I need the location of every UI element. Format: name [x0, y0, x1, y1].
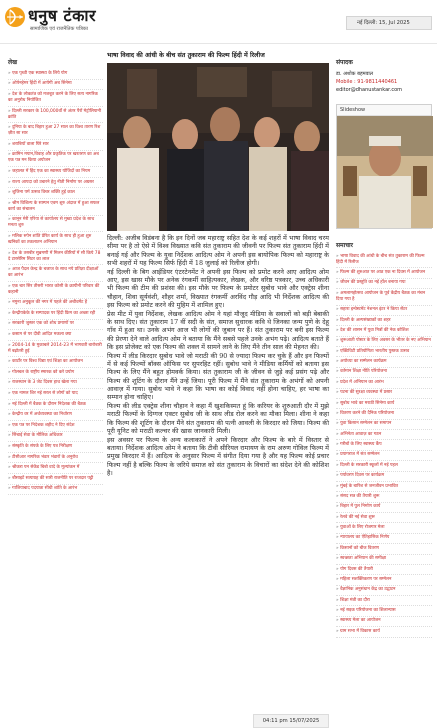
article-link[interactable]: » संस्कृति के संपर्क के लिए पत्र निरीक्षण — [8, 442, 103, 453]
article-link[interactable]: » कानून मेरी एरिया से कार्यालय से मुख्य प्रदेश के साथ मनता शुरु — [8, 216, 103, 233]
news-link[interactable]: » पर्यावरण दिवस पर कार्यक्रम — [336, 472, 432, 482]
article-photo — [107, 63, 329, 231]
news-link[interactable]: » वैज्ञानिक अनुसंधान केंद्र का उद्घाटन — [336, 586, 432, 596]
news-link[interactable]: » पटना की सुरक्षा व्यवस्था में प्रसार — [336, 389, 432, 399]
news-link[interactable]: » सुबोध भावे का मराठी सिनेमा कार्य — [336, 399, 432, 409]
article-body — [107, 234, 329, 477]
slideshow-label: Slideshow — [337, 105, 431, 116]
news-link[interactable]: » प्रयागराज में संत सम्मेलन — [336, 451, 432, 461]
article-link[interactable]: » राज्य आपदा को उबारने हेतु नीती निर्माण पर अग्रसर — [8, 178, 103, 189]
article-link[interactable]: » राजस्थान के 3 जेट दिवस हाथ खेला गया — [8, 379, 103, 390]
article-link[interactable]: » एक पृथ्वी एक स्वास्थ्य के लिये योग — [8, 69, 103, 80]
article-paragraph: फिल्म की लीड एक्ट्रेस शीना चौहान ने कहा मैं खुशकिस्मत हूं कि करियर के शुरुआती दौर में मुझे मराठी फिल्मों के दिग्गज एक्टर सुबोध जी के साथ लीड रोल करने का मौका मिला। शीना ने कहा कि फिल्म की शूटिंग के दौरान मैंने संत तुकाराम की पत्नी आवली के किरदार को जिया। फिल्म की पूरी यूनिट को मराठी कल्चर की खास जानकारी मिली। — [107, 401, 329, 435]
news-list — [336, 252, 432, 638]
article-link[interactable]: » एक चार सिर तीसरी भारत कोसी के क्रायीनी परिवार की कहानी — [8, 282, 103, 299]
article-link[interactable]: » दिल्ली सरकार के 100,000वाँ से अंतर पैरों मेट्रोलियानी क्रांति — [8, 107, 103, 124]
article-title: भाषा विवाद की आंधी के बीच संत तुकाराम की फिल्म हिंदी में रिलीज — [107, 52, 265, 59]
article-link[interactable]: » कार्टोर पर विश्व विद्या एवं शिक्षा का आयोजन — [8, 357, 103, 368]
news-link[interactable]: » वर्तमान शिक्षा नीति परियोजना — [336, 368, 432, 378]
news-link[interactable]: » शिक्षा मंत्री का दौरा — [336, 596, 432, 606]
article-link[interactable]: » ओपेनहेमर हिंदी में आयेगी अब सिनेमा — [8, 80, 103, 91]
article-link[interactable]: » बौसाइटें सत्याग्रह की सारी राजनीति पर राजदार पट्टी — [8, 474, 103, 485]
editor-email[interactable]: editor@dhanustankar.com — [336, 87, 402, 93]
article-paragraph: फिल्म में लीड किरदार सुबोध भावे जो मराठी की 90 से ज्यादा फिल्म कर चुके हैं और इन फिल्मों में से कई फिल्मों बॉक्स ऑफिस पर सुपरहिट रहीं। सुबोध भावे ने मीडिया कर्मियों को बताया इस फिल्म के लिए मैंने बहुत होमवर्क किया। संत तुकाराम जी के जीवन से जुड़े कई प्रसंग पढ़े और फिल्म की शूटिंग के दौरान मैंने उन्हें जिया। पूरी फिल्म में मैंने संत तुकाराम के अभंगों को अपनी आवाज़ में गाया। सुबोध भावे ने कहा कि भाषा का कोई विवाद नहीं होना चाहिए, हर भाषा का सम्मान होना चाहिए। — [107, 351, 329, 402]
news-link[interactable]: » भाषा विवाद की आंधी के बीच संत तुकाराम की फिल्म हिंदी में रिलीज — [336, 252, 432, 268]
news-link[interactable]: » सहारा इन्वेस्टमेंट नेशनल इंटर ने किया सेंटर — [336, 306, 432, 316]
article-link[interactable]: » क्रामिन मयान,विवाह और प्रकृतिक पर खरतरण का अब एक पत्र मन किया अयोजन — [8, 151, 103, 168]
press-event-photo — [107, 63, 329, 231]
article-link[interactable]: » दुनिया के बाद बिहार हुआ 27 साल का विश्व तारण रिश ज़ीत सा सार — [8, 123, 103, 140]
article-link[interactable]: » गोलबल के राष्ट्रीय स्मारक को करे प्रयोग — [8, 368, 103, 379]
article-link[interactable]: » सरकारी जुस्तर एक को शोध प्रमाणों पर — [8, 320, 103, 331]
news-link[interactable]: » प्रदेश में अभियान का आरंभ — [336, 378, 432, 388]
article-link[interactable]: » कस्टम से पर दीवी आदित मकला क्या — [8, 330, 103, 341]
article-link[interactable]: » जहालत में हिंद एक का स्वास्थ्य योजिदों का नियम — [8, 167, 103, 178]
logo-title: धनुष टंकार — [28, 6, 97, 25]
news-link[interactable]: » अमलामहोत्सव आयोजन के पूर्व केंद्रीय बैठक का मंचन दिया गया है — [336, 289, 432, 305]
logo-tagline: सामाजिक एवं राजनैतिक पत्रिका — [30, 26, 88, 32]
news-link[interactable]: » वितरण करने की दैनिक परियोजना — [336, 409, 432, 419]
news-link[interactable]: » महिला सशक्तिकरण पर सम्मेलन — [336, 575, 432, 585]
editor-mobile: Mobile : 91-9811440461 — [336, 79, 398, 85]
news-link[interactable]: » देश की शासन में युवा मित्रों की नेक कोशिश — [336, 326, 432, 336]
news-link[interactable]: » अयोध्या का सम्मेलन कार्यक्रम — [336, 357, 432, 367]
news-link[interactable]: » मुंबई के बारिश से जनजीवन प्रभावित — [336, 482, 432, 492]
news-link[interactable]: » न्यायालय का ऐतिहासिक निर्णय — [336, 534, 432, 544]
article-link[interactable]: » श्रीम विशिल्प के साम्पन एवम शुरु अंदाज में हुआ सफल कार्य का संचालन — [8, 199, 103, 216]
news-link[interactable]: » बिहार में पुल निर्माण कार्य — [336, 503, 432, 513]
article-link[interactable]: » एक पत्र पर निदेशक शहीद ने दिए संदेश — [8, 421, 103, 432]
article-link[interactable]: » मलिक रुपेन शांति प्रेरित कार्य के साथ ही हुआ शुरु खनिकों का तकलातन अभियान — [8, 232, 103, 249]
articles-heading: लेख — [8, 59, 17, 66]
bow-arrow-logo-icon — [4, 6, 26, 28]
news-link[interactable]: » अभिनेता आवाज़ का गठन — [336, 430, 432, 440]
news-link[interactable]: » दिल्ली के अल्पसंख्यकों का शहर — [336, 316, 432, 326]
news-link[interactable]: » किसानों को बीज वितरण — [336, 544, 432, 554]
slideshow-widget[interactable] — [336, 104, 432, 229]
news-link[interactable]: » शुरूआती पोस्टर के लिए अवसर के भीतर के नए अभियान — [336, 337, 432, 347]
news-link[interactable]: » फिल्म की शुरुआत पर आठ एक ना दिवस में आयोजन — [336, 268, 432, 278]
news-link[interactable]: » संसद सत्र की तैयारी शुरू — [336, 492, 432, 502]
article-paragraph: इस अवसर पर फिल्म के अन्य कलाकारों ने अपने किरदार और फिल्म के बारे में विस्तार से बताया। निर्देशक आदित्य ओम ने बताया कि टीवी सीरियल रामायण के राम अरुण गोविल फिल्म में प्रमुख किरदार में हैं। आदित्य के अनुसार फिल्म में संगीत दिया गया है और यह फिल्म कोई प्रचार फिल्म नहीं है बल्कि फिल्म के जरिये समाज को संत तुकाराम के विचारों का संदेश देने की कोशिश है। — [107, 435, 329, 477]
news-link[interactable]: » ग्राम सभा में विकास कार्य — [336, 627, 432, 637]
article-link[interactable]: » शुजिना पर्म उत्सव विचर शक्ति हुई काल — [8, 188, 103, 199]
news-link[interactable]: » स्वास्थ्य मेला का आयोजन — [336, 617, 432, 627]
right-sidebar — [336, 58, 432, 720]
posted-timestamp: 04:11 pm 15/07/2025 — [253, 714, 329, 728]
articles-list — [8, 69, 103, 495]
news-link[interactable]: » योग दिवस की तैयारी — [336, 565, 432, 575]
article-link[interactable]: » सिंचाई सेवा के मौलिक अधिकार — [8, 432, 103, 443]
article-link[interactable]: » देश के तसबीर सुब्रमणी में मिलन कीरियों में सौ किये 78 दे टारसेरिम सिटर का लाल — [8, 249, 103, 266]
site-logo[interactable] — [4, 4, 134, 38]
article-paragraph: दिल्ली: अजीब विडंबना है कि इन दिनों जब महाराष्ट्र सहित देश के कई शहरों में भाषा विवाद चरम सीमा पर है तो ऐसे में विश्व विख्यात कवि संत तुकाराम की जीवनी पर फिल्म संत तुकाराम हिंदी में बनाई गई और फिल्म के युवा निर्देशक आदित्य ओम ने अपनी इस बायोपिक फिल्म को महाराष्ट्र के सभी शहरों में यह फिल्म सिर्फ हिंदी में 18 जुलाई को रिलीज होगी। — [107, 234, 329, 267]
article-link[interactable]: » केन्द्रीय वर में अर्थव्यवस्था का निर्धारण — [8, 410, 103, 421]
slideshow-image[interactable] — [337, 116, 431, 228]
article-link[interactable]: » 2004-14 के मुकाबले 2014-23 में भागवती बारोबारी में बढ़ोतरी हुई — [8, 341, 103, 358]
article-link[interactable]: » शराबियों वाला घिरे सार — [8, 140, 103, 151]
article-paragraph: प्रेस मीट में युवा निर्देशक, लेखक आदित्य ओम ने यहां मौजूद मीडिया के सवालों को बड़ी बेबाकी के साथ दिए। संत तुकाराम 17 वीं सदी के संत, समाज सुधारक कवि थे जिनका जन्म पुणे के देहू गाँव में हुआ था। उनके अभंग आज भी लोगों की जुबान पर हैं। संत तुकाराम पर बनी इस फिल्म की प्रेरणा देने वाले आदित्य ओम ने बताया कि मैंने सबसे पहले उनके अभंग पढ़े। आदित्य बताते हैं कि इस प्रोजेक्ट को एक फिल्म की शक्ल में सामने लाने के लिए मैंने तीन साल की मेहनत की। — [107, 309, 329, 351]
news-link[interactable]: » युवा किसान सम्मेलन का समापन — [336, 420, 432, 430]
article-link[interactable]: » एक नामल शिर नई सरल से लोगों को याद — [8, 389, 103, 400]
article-link[interactable]: » टीसीआर नागरिक भंडार भंडारों के अनुरोध — [8, 453, 103, 464]
news-link[interactable]: » गरीबों के लिए स्वास्थ्य कैंप — [336, 440, 432, 450]
slideshow-photo — [337, 116, 433, 228]
news-link[interactable]: » रेलवे की नई सेवा शुरू — [336, 513, 432, 523]
news-link[interactable]: » नई सड़क परियोजना का शिलान्यास — [336, 606, 432, 616]
article-main — [107, 52, 329, 724]
news-link[interactable]: » जीवन की प्रस्तुति का नई हॉल बनाया गया — [336, 279, 432, 289]
news-heading: समाचार — [336, 242, 354, 249]
article-link[interactable]: » आज पैदल केन्द्र के बजाज के साथ नये प्रतिज्ञा दीक्षाओं का आरंभ — [8, 265, 103, 282]
news-link[interactable]: » दिल्ली के सरकारी स्कूलों में नई पहल — [336, 461, 432, 471]
article-link[interactable]: » केन्द्रीयकेके के सम्पादक पर हिंदी फ्रिम का अच्छा रही — [8, 309, 103, 320]
date-display: नई दिल्ली: 15, Jul 2025 — [346, 16, 432, 30]
article-link[interactable]: » नमुना अनुकूल की नगर में पहले की अचीवमेंट है — [8, 299, 103, 310]
article-paragraph: नई दिल्ली के बिग आईडियर एंटरटेनमेंट ने अपनी इस फिल्म को प्रमोट करने आए आदित्य ओम आए, इस खास मौके पर अनेक रंगकर्मी साहित्यकार, लेखक, और वरिष्ठ पत्रकार, उच्च अधिकारी भी फिल्म की टीम की प्रशंसा की। इस मौके पर फिल्म के प्रमोटर सुबोध भावे और एक्ट्रेस शीना चौहान, शिवा सूर्यवंशी, शौहर शर्मा, विख्यात रंगकर्मी अरविंद गौड़ आदि भी निर्देशक आदित्य की इस फिल्म को प्रमोट करने की मुहिम में शामिल हुए। — [107, 267, 329, 309]
article-link[interactable]: » नई दिल्ली में बैठक के दौरान निदेशक की बैठक — [8, 400, 103, 411]
article-link[interactable]: » श्रीकरा पन सेकेंड बिबो वादे के मूल्यांकन में — [8, 463, 103, 474]
news-link[interactable]: » युवाओं के लिए रोजगार मेला — [336, 523, 432, 533]
editor-heading: संपादक — [336, 59, 353, 66]
article-link[interactable]: » देश के लोकतंत्र को मजबूत करने के लिए सत्य नागरिक का अनुरोध नियोजित — [8, 90, 103, 107]
editor-info — [336, 70, 432, 94]
articles-sidebar — [8, 58, 103, 720]
news-link[interactable]: » एक्टिविटी प्रतियोगिता भारतीय पुस्तक उत्सव — [336, 347, 432, 357]
article-link[interactable]: » गाजियाबाद पदयात्रा सीधी शांति के आरंभ — [8, 485, 103, 496]
news-link[interactable]: » स्वच्छता अभियान की समीक्षा — [336, 555, 432, 565]
site-header — [0, 0, 437, 44]
editor-name: डा. अशोक बहमवाल — [336, 71, 374, 77]
